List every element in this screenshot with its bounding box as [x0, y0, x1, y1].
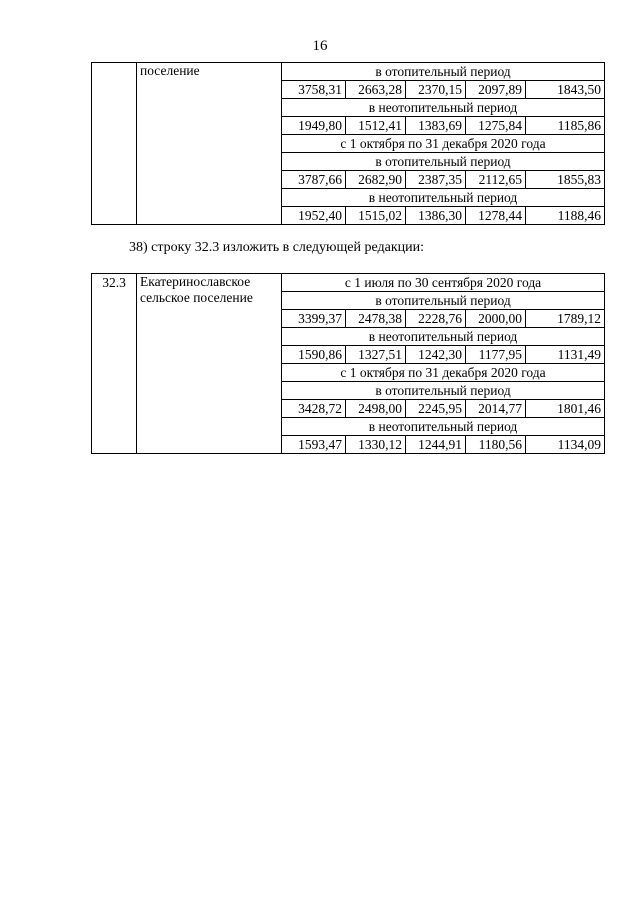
tariff-value-cell: 1590,86	[282, 346, 346, 364]
period-header: с 1 октября по 31 декабря 2020 года	[282, 135, 605, 153]
row-number-cell: 32.3	[92, 274, 137, 454]
tariff-value-cell: 2097,89	[466, 81, 526, 99]
tariff-value-cell: 1801,46	[526, 400, 605, 418]
tariff-value-cell: 2663,28	[346, 81, 406, 99]
tariff-value-cell: 1327,51	[346, 346, 406, 364]
tariff-value-cell: 2498,00	[346, 400, 406, 418]
tariff-value-cell: 2370,15	[406, 81, 466, 99]
tariff-value-cell: 1185,86	[526, 117, 605, 135]
period-header: в отопительный период	[282, 292, 605, 310]
tariff-value-cell: 1242,30	[406, 346, 466, 364]
period-header: с 1 июля по 30 сентября 2020 года	[282, 274, 605, 292]
tariff-value-cell: 1180,56	[466, 436, 526, 454]
tariff-value-cell: 1512,41	[346, 117, 406, 135]
tariff-value-cell: 1949,80	[282, 117, 346, 135]
tariff-value-cell: 2228,76	[406, 310, 466, 328]
tariff-value-cell: 3758,31	[282, 81, 346, 99]
tariff-value-cell: 1593,47	[282, 436, 346, 454]
period-header: в неотопительный период	[282, 418, 605, 436]
tariff-value-cell: 2245,95	[406, 400, 466, 418]
tariff-value-cell: 1843,50	[526, 81, 605, 99]
tariff-value-cell: 1275,84	[466, 117, 526, 135]
tariff-value-cell: 1386,30	[406, 207, 466, 225]
tariff-value-cell: 3428,72	[282, 400, 346, 418]
tariff-value-cell: 1244,91	[406, 436, 466, 454]
tariff-value-cell: 2014,77	[466, 400, 526, 418]
instruction-text: 38) строку 32.3 изложить в следующей редакции:	[129, 240, 425, 255]
tariff-value-cell: 1952,40	[282, 207, 346, 225]
period-header-row	[92, 274, 605, 292]
tariff-value-cell: 2000,00	[466, 310, 526, 328]
tariff-value-cell: 1515,02	[346, 207, 406, 225]
tariff-value-cell: 2682,90	[346, 171, 406, 189]
tariff-value-cell: 1383,69	[406, 117, 466, 135]
row-number-cell	[92, 63, 137, 225]
period-header: в неотопительный период	[282, 189, 605, 207]
tariff-table-row-32-3	[91, 273, 605, 454]
period-header: в неотопительный период	[282, 99, 605, 117]
tariff-value-cell: 3399,37	[282, 310, 346, 328]
settlement-name-cell: поселение	[137, 63, 282, 225]
tariff-value-cell: 1278,44	[466, 207, 526, 225]
tariff-value-cell: 1789,12	[526, 310, 605, 328]
tariff-value-cell: 1177,95	[466, 346, 526, 364]
tariff-table-continued	[91, 62, 605, 225]
period-header: в неотопительный период	[282, 328, 605, 346]
period-header-row	[92, 63, 605, 81]
tariff-value-cell: 1855,83	[526, 171, 605, 189]
tariff-value-cell: 1131,49	[526, 346, 605, 364]
period-header: в отопительный период	[282, 63, 605, 81]
tariff-value-cell: 2387,35	[406, 171, 466, 189]
period-header: в отопительный период	[282, 153, 605, 171]
period-header: с 1 октября по 31 декабря 2020 года	[282, 364, 605, 382]
tariff-value-cell: 1330,12	[346, 436, 406, 454]
tariff-value-cell: 2112,65	[466, 171, 526, 189]
page-number: 16	[312, 38, 328, 54]
settlement-name-cell: Екатеринославское сельское поселение	[137, 274, 282, 454]
tariff-value-cell: 1188,46	[526, 207, 605, 225]
tariff-value-cell: 1134,09	[526, 436, 605, 454]
period-header: в отопительный период	[282, 382, 605, 400]
tariff-value-cell: 2478,38	[346, 310, 406, 328]
tariff-value-cell: 3787,66	[282, 171, 346, 189]
